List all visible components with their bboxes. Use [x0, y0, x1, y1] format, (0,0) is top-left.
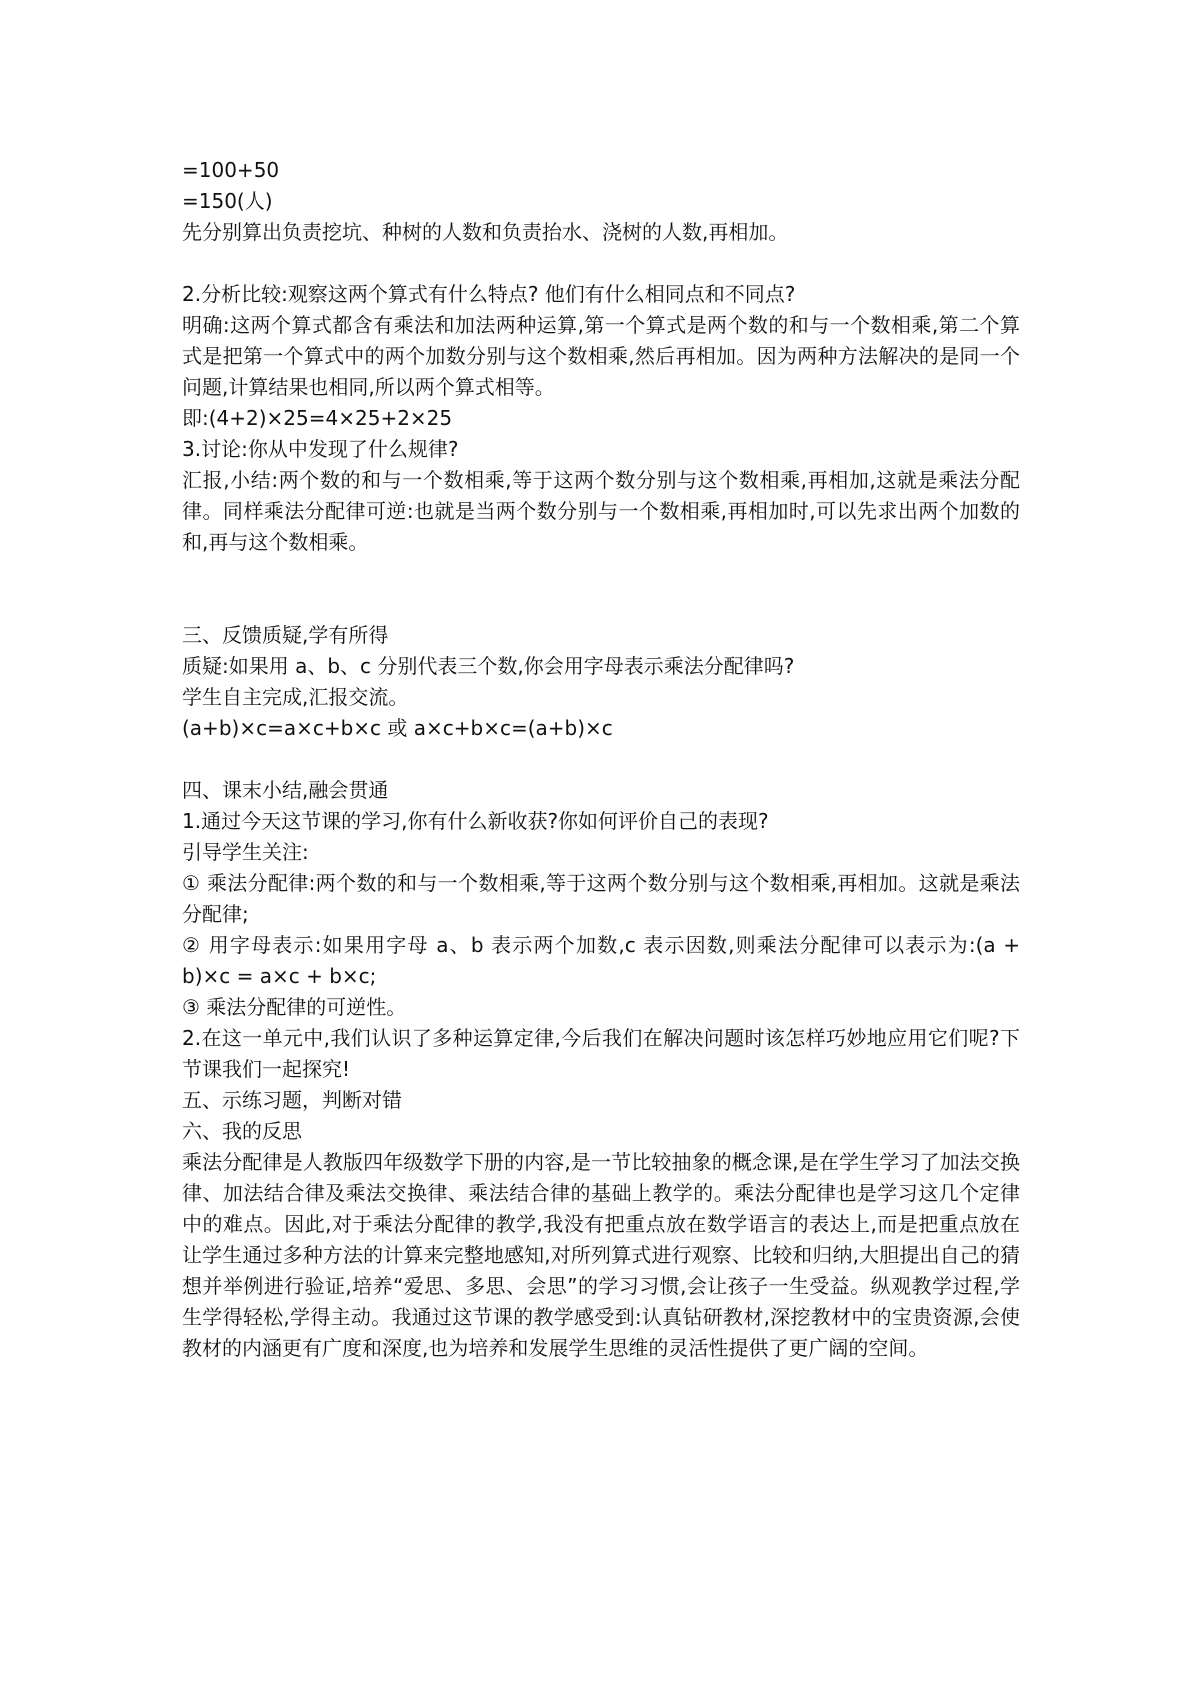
calc-line-2: =150(人) — [182, 189, 273, 213]
answer-paragraph: 明确:这两个算式都含有乘法和加法两种运算,第一个算式是两个数的和与一个数相乘,第二个算式是把第一个算式中的两个加数分别与这个数相乘,然后再相加。因为两种方法解决的是同一个问题,计算结果也相同,所以两个算式相等。 — [182, 313, 1020, 399]
formula-example: 即:(4+2)×25=4×25+2×25 — [182, 406, 453, 430]
calc-explanation: 先分别算出负责挖坑、种树的人数和负责抬水、浇树的人数,再相加。 — [182, 220, 789, 244]
section-4-point-2: ② 用字母表示:如果用字母 a、b 表示两个加数,c 表示因数,则乘法分配律可以表示为:(a + b)×c = a×c + b×c; — [182, 933, 1020, 988]
section-3-formula: (a+b)×c=a×c+b×c 或 a×c+b×c=(a+b)×c — [182, 716, 613, 740]
section-3-activity: 学生自主完成,汇报交流。 — [182, 685, 409, 709]
question-2: 2.分析比较:观察这两个算式有什么特点? 他们有什么相同点和不同点? — [182, 282, 796, 306]
question-3: 3.讨论:你从中发现了什么规律? — [182, 437, 459, 461]
blank-line — [182, 248, 1020, 279]
section-6-heading: 六、我的反思 — [182, 1119, 302, 1143]
blank-line — [182, 744, 1020, 775]
reflection-paragraph: 乘法分配律是人教版四年级数学下册的内容,是一节比较抽象的概念课,是在学生学习了加法交换律、加法结合律及乘法交换律、乘法结合律的基础上教学的。乘法分配律也是学习这几个定律中的难点。因此,对于乘法分配律的教学,我没有把重点放在数学语言的表达上,而是把重点放在让学生通过多种方法的计算来完整地感知,对所列算式进行观察、比较和归纳,大胆提出自己的猜想并举例进行验证,培养“爱思、多思、会思”的学习习惯,会让孩子一生受益。纵观教学过程,学生学得轻松,学得主动。我通过这节课的教学感受到:认真钻研教材,深挖教材中的宝贵资源,会使教材的内涵更有广度和深度,也为培养和发展学生思维的灵活性提供了更广阔的空间。 — [182, 1150, 1020, 1360]
section-5-heading: 五、示练习题，判断对错 — [182, 1088, 402, 1112]
blank-lines — [182, 558, 1020, 620]
section-4-guide: 引导学生关注: — [182, 840, 309, 864]
section-4-point-1: ① 乘法分配律:两个数的和与一个数相乘,等于这两个数分别与这个数相乘,再相加。这就是乘法分配律; — [182, 871, 1020, 926]
document-body — [182, 155, 1020, 1364]
calc-line-1: =100+50 — [182, 158, 280, 182]
section-4-question-2: 2.在这一单元中,我们认识了多种运算定律,今后我们在解决问题时该怎样巧妙地应用它们呢?下节课我们一起探究! — [182, 1026, 1020, 1081]
section-3-heading: 三、反馈质疑,学有所得 — [182, 623, 389, 647]
section-3-question: 质疑:如果用 a、b、c 分别代表三个数,你会用字母表示乘法分配律吗? — [182, 654, 795, 678]
section-4-heading: 四、课末小结,融会贯通 — [182, 778, 389, 802]
section-4-point-3: ③ 乘法分配律的可逆性。 — [182, 995, 407, 1019]
summary-paragraph: 汇报,小结:两个数的和与一个数相乘,等于这两个数分别与这个数相乘,再相加,这就是乘法分配律。同样乘法分配律可逆:也就是当两个数分别与一个数相乘,再相加时,可以先求出两个加数的和,再与这个数相乘。 — [182, 468, 1020, 554]
section-4-question-1: 1.通过今天这节课的学习,你有什么新收获?你如何评价自己的表现? — [182, 809, 769, 833]
